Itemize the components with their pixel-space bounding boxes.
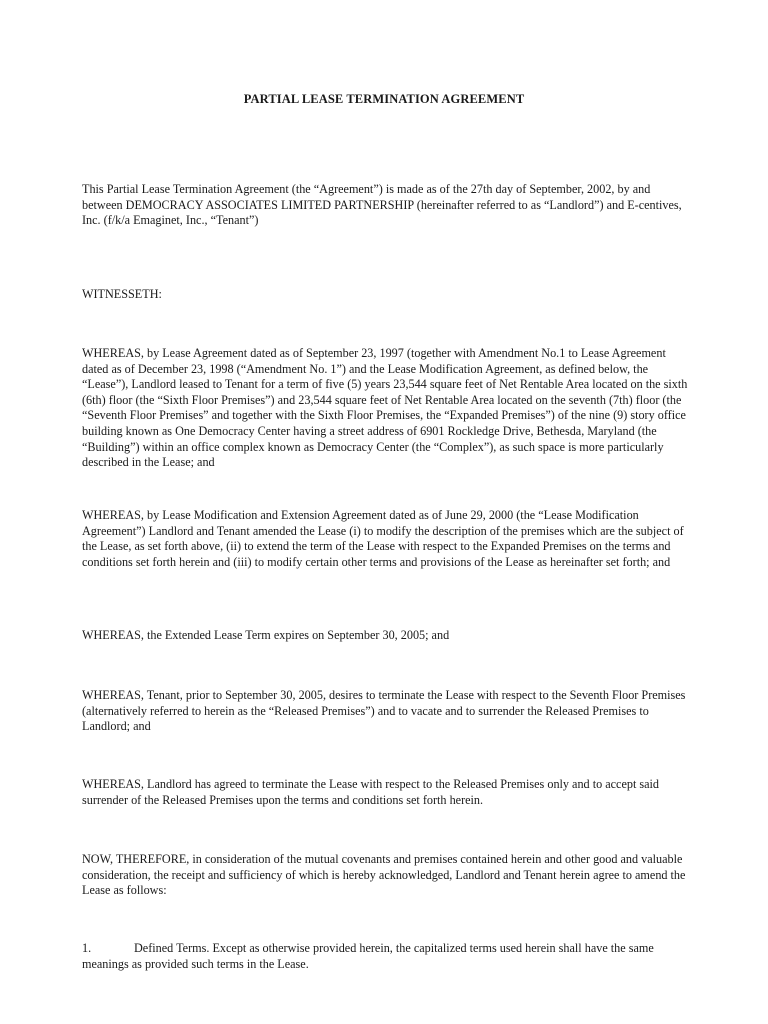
witnesseth-heading: WITNESSETH: bbox=[82, 287, 162, 301]
whereas-paragraph-2: WHEREAS, by Lease Modification and Extension Agreement dated as of June 29, 2000 (the “Lease Modification Agreement”) Landlord and Tenant amended the Lease (i) to modify the description of the premises which are the subject of the Lease, as set forth above, (ii) to extend the term of the Lease with respect to the Expanded Premises on the terms and conditions set forth herein and (iii) to modify certain other terms and provisions of the Lease as hereinafter set forth; and bbox=[82, 508, 684, 569]
intro-paragraph: This Partial Lease Termination Agreement (the “Agreement”) is made as of the 27th day of September, 2002, by and between DEMOCRACY ASSOCIATES LIMITED PARTNERSHIP (hereinafter referred to as “Landlord”) and E-centives, Inc. (f/k/a Emaginet, Inc., “Tenant”) bbox=[82, 182, 682, 228]
section-1-paragraph bbox=[82, 941, 692, 972]
document-title: PARTIAL LEASE TERMINATION AGREEMENT bbox=[243, 92, 525, 106]
whereas-paragraph-3: WHEREAS, the Extended Lease Term expires on September 30, 2005; and bbox=[82, 628, 450, 642]
section-1-heading: Defined Terms. bbox=[134, 941, 210, 955]
whereas-paragraph-5: WHEREAS, Landlord has agreed to terminate the Lease with respect to the Released Premises only and to accept said surrender of the Released Premises upon the terms and conditions set forth herein. bbox=[82, 777, 660, 807]
section-1-text: Except as otherwise provided herein, the capitalized terms used herein shall have the same meanings as provided such terms in the Lease. bbox=[82, 941, 654, 971]
now-therefore-paragraph: NOW, THEREFORE, in consideration of the mutual covenants and premises contained herein and other good and valuable consideration, the receipt and sufficiency of which is hereby acknowledged, Landlord and Tenant herein agree to amend the Lease as follows: bbox=[82, 852, 686, 898]
section-1-number: 1. bbox=[82, 941, 92, 955]
whereas-paragraph-1: WHEREAS, by Lease Agreement dated as of September 23, 1997 (together with Amendment No.1 to Lease Agreement dated as of December 23, 1998 (“Amendment No. 1”) and the Lease Modification Agreement, as defined below, the “Lease”), Landlord leased to Tenant for a term of five (5) years 23,544 square feet of Net Rentable Area located on the sixth (6th) floor (the “Sixth Floor Premises”) and 23,544 square feet of Net Rentable Area located on the seventh (7th) floor (the “Seventh Floor Premises” and together with the Sixth Floor Premises, the “Expanded Premises”) of the nine (9) story office building known as One Democracy Center having a street address of 6901 Rockledge Drive, Bethesda, Maryland (the “Building”) within an office complex known as Democracy Center (the “Complex”), as such space is more particularly described in the Lease; and bbox=[82, 346, 688, 470]
whereas-paragraph-4: WHEREAS, Tenant, prior to September 30, 2005, desires to terminate the Lease with respect to the Seventh Floor Premises (alternatively referred to herein as the “Released Premises”) and to vacate and to surrender the Released Premises to Landlord; and bbox=[82, 688, 686, 734]
